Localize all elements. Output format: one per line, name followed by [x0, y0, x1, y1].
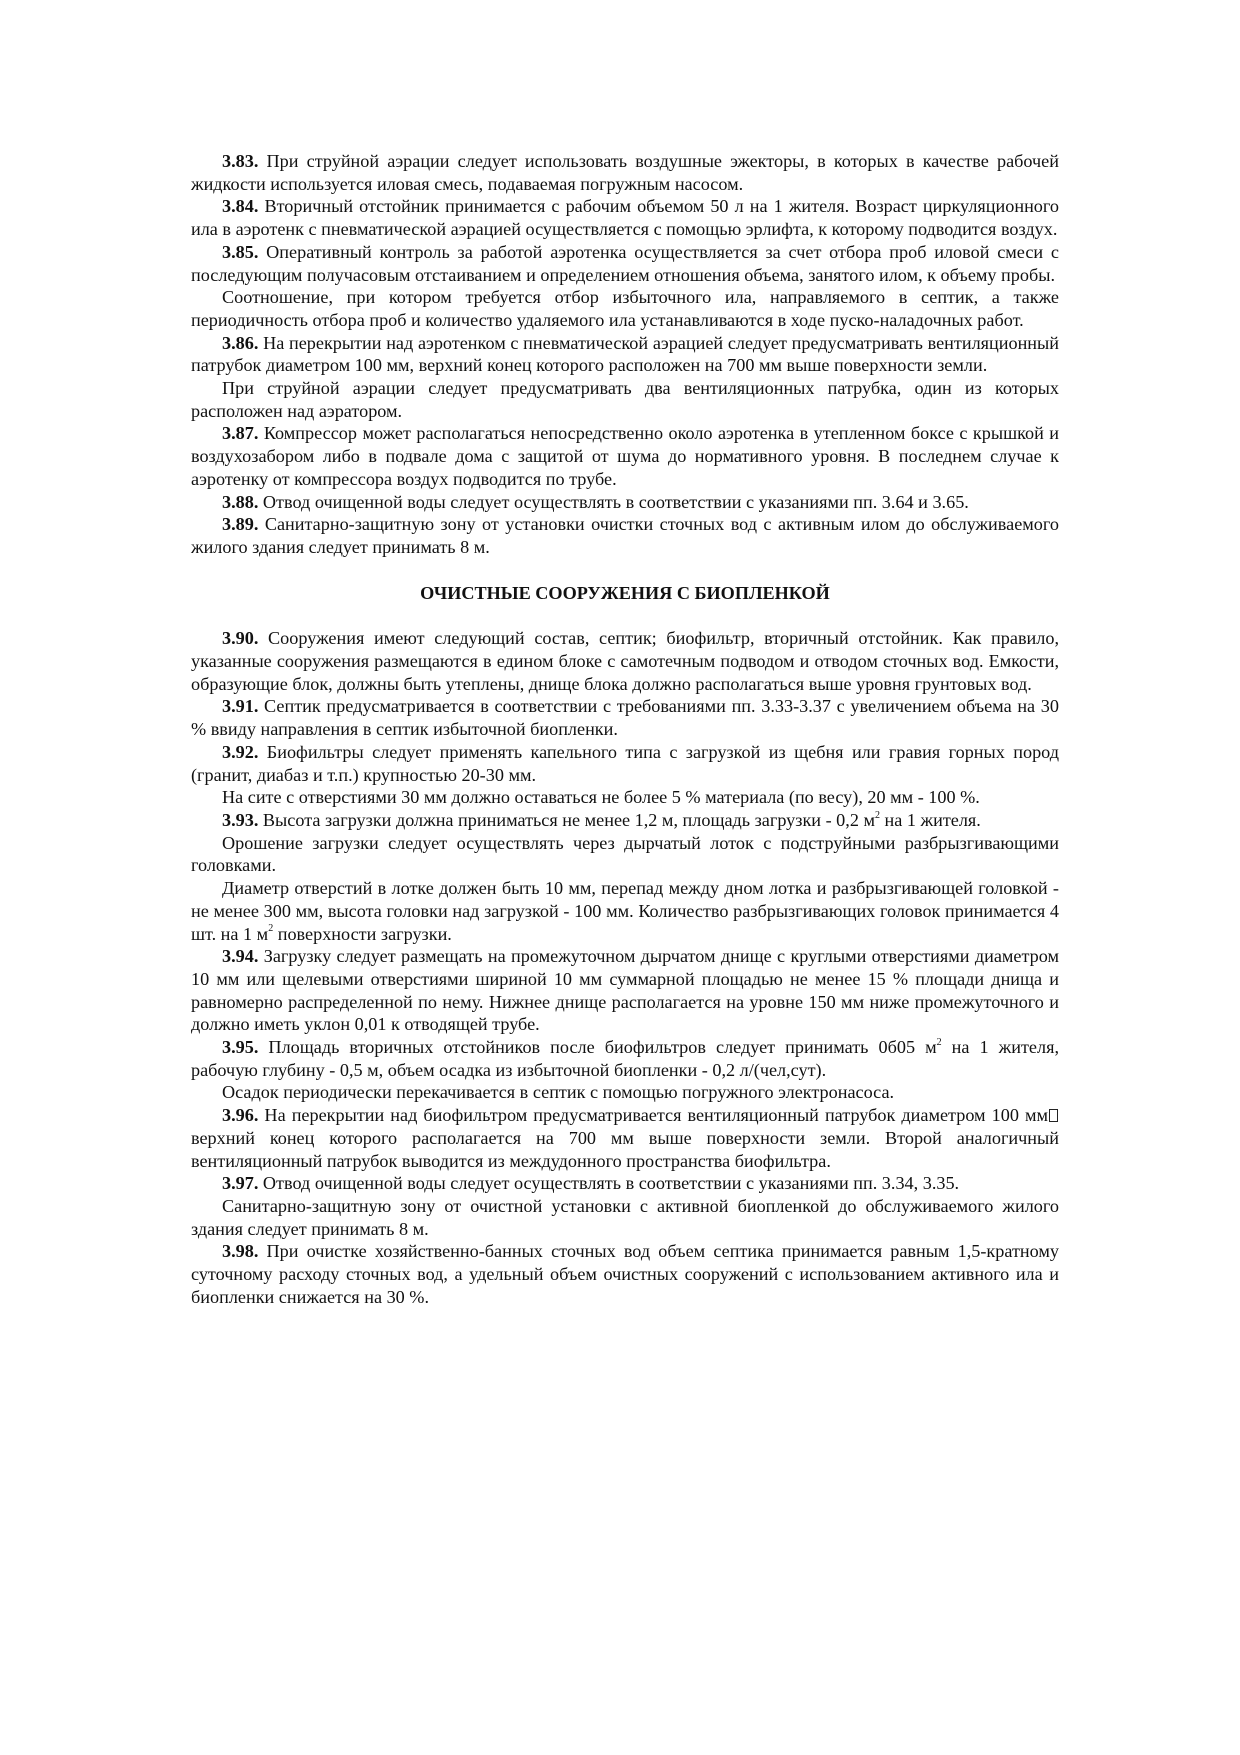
clause-number: 3.97. — [222, 1173, 259, 1194]
paragraph-3-92 — [191, 741, 1059, 786]
missing-glyph-box-icon — [1049, 1109, 1058, 1122]
paragraph-3-93 — [191, 809, 1059, 832]
paragraph-3-89 — [191, 513, 1059, 558]
clause-number: 3.98. — [222, 1241, 259, 1262]
clause-number: 3.83. — [222, 151, 259, 171]
clause-number: 3.85. — [222, 241, 259, 262]
paragraph-text: Отвод очищенной воды следует осуществлять в соответствии с указаниями пп. 3.34, 3.35. — [258, 1173, 960, 1194]
clause-number: 3.94. — [222, 946, 259, 967]
superscript: 2 — [936, 1036, 942, 1048]
clause-number: 3.88. — [222, 491, 259, 512]
paragraph-text: На перекрытии над биофильтром предусматривается вентиляционный патрубок диаметром 100 мм — [258, 1105, 1048, 1126]
paragraph-text: на 1 жителя. — [879, 809, 981, 830]
paragraph-text: Биофильтры следует применять капельного типа с загрузкой из щебня или гравия горных пород (гранит, диабаз и т.п.) крупностью 20-30 мм. — [191, 741, 1059, 785]
section-heading: ОЧИСТНЫЕ СООРУЖЕНИЯ С БИОПЛЕНКОЙ — [420, 582, 830, 603]
paragraph-text: Компрессор может располагаться непосредственно около аэротенка в утепленном боксе с крышкой и воздухозабором либо в подвале дома с защитой от шума до нормативного уровня. В последнем случае к аэротенку от компрессора воздух подводится по трубе. — [191, 423, 1059, 489]
clause-number: 3.87. — [222, 423, 259, 444]
paragraph-3-95-continued — [191, 1081, 1059, 1104]
paragraph-text: При очистке хозяйственно-банных сточных вод объем септика принимается равным 1,5-кратному суточному расходу сточных вод, а удельный объем очистных сооружений с использованием активного ила и биопленки снижается на 30 %. — [191, 1241, 1059, 1307]
paragraph-3-98 — [191, 1240, 1059, 1308]
paragraph-3-86 — [191, 332, 1059, 377]
clause-number: 3.86. — [222, 332, 259, 353]
clause-number: 3.90. — [222, 628, 259, 649]
paragraph-text: верхний конец которого располагается на 700 мм выше поверхности земли. Второй аналогичный вентиляционный патрубок выводится из междудонного пространства биофильтра. — [191, 1127, 1059, 1171]
paragraph-text: Отвод очищенной воды следует осуществлять в соответствии с указаниями пп. 3.64 и 3.65. — [258, 491, 969, 512]
paragraph-3-96 — [191, 1104, 1059, 1172]
clause-number: 3.89. — [222, 514, 259, 535]
clause-number: 3.92. — [222, 741, 259, 762]
paragraph-3-97 — [191, 1172, 1059, 1195]
paragraph-3-90 — [191, 627, 1059, 695]
paragraph-text: поверхности загрузки. — [273, 923, 452, 944]
paragraph-3-88 — [191, 491, 1059, 514]
paragraph-3-92-continued — [191, 786, 1059, 809]
document-page — [191, 150, 1059, 1308]
paragraph-3-86-continued — [191, 377, 1059, 422]
paragraph-text: На сите с отверстиями 30 мм должно оставаться не более 5 % материала (по весу), 20 мм - 100 %. — [222, 787, 980, 808]
paragraph-text: Загрузку следует размещать на промежуточном дырчатом днище с круглыми отверстиями диаметром 10 мм или щелевыми отверстиями шириной 10 мм суммарной площадью не менее 15 % площади днища и равномерно распределенной по нему. Нижнее днище располагается на уровне 150 мм ниже промежуточного и должно иметь уклон 0,01 к отводящей трубе. — [191, 946, 1059, 1035]
paragraph-text: на 1 жителя, рабочую глубину - 0,5 м, объем осадка из избыточной биопленки - 0,2 л/(чел,сут). — [191, 1037, 1059, 1080]
paragraph-3-84 — [191, 195, 1059, 240]
paragraph-3-93-continued-2 — [191, 877, 1059, 945]
paragraph-3-85 — [191, 241, 1059, 286]
superscript: 2 — [874, 809, 880, 821]
paragraph-text: Санитарно-защитную зону от очистной установки с активной биопленкой до обслуживаемого жилого здания следует принимать 8 м. — [191, 1195, 1059, 1239]
superscript: 2 — [268, 923, 274, 935]
paragraph-3-93-continued-1 — [191, 832, 1059, 877]
paragraph-3-91 — [191, 695, 1059, 740]
clause-number: 3.84. — [222, 196, 259, 217]
paragraph-3-83 — [191, 150, 1059, 195]
paragraph-text: При струйной аэрации следует предусматривать два вентиляционных патрубка, один из которых расположен над аэратором. — [191, 378, 1059, 421]
paragraph-text: Орошение загрузки следует осуществлять через дырчатый лоток с подструйными разбрызгивающими головками. — [191, 832, 1059, 876]
paragraph-3-87 — [191, 422, 1059, 490]
paragraph-3-94 — [191, 945, 1059, 1036]
paragraph-text: Площадь вторичных отстойников после биофильтров следует принимать 0б05 м — [258, 1037, 937, 1058]
paragraph-text: Осадок периодически перекачивается в септик с помощью погружного электронасоса. — [222, 1082, 895, 1103]
paragraph-text: Сооружения имеют следующий состав, септик; биофильтр, вторичный отстойник. Как правило, указанные сооружения размещаются в едином блоке с самотечным подводом и отводом сточных вод. Емкости, образующие блок, должны быть утеплены, днище блока должно располагаться выше уровня грунтовых вод. — [191, 628, 1059, 694]
clause-number: 3.93. — [222, 809, 259, 830]
paragraph-3-85-continued — [191, 286, 1059, 331]
paragraph-text: Соотношение, при котором требуется отбор избыточного ила, направляемого в септик, а также периодичность отбора проб и количество удаляемого ила устанавливаются в ходе пуско-наладочных работ. — [191, 287, 1059, 330]
paragraph-text: Высота загрузки должна приниматься не менее 1,2 м, площадь загрузки - 0,2 м — [258, 809, 875, 830]
paragraph-text: Септик предусматривается в соответствии с требованиями пп. 3.33-3.37 с увеличением объема на 30 % ввиду направления в септик избыточной биопленки. — [191, 696, 1059, 740]
paragraph-text: Диаметр отверстий в лотке должен быть 10 мм, перепад между дном лотка и разбрызгивающей головкой - не менее 300 мм, высота головки над загрузкой - 100 мм. Количество разбрызгивающих головок принимается 4 шт. на 1 м — [191, 878, 1059, 944]
paragraph-text: Оперативный контроль за работой аэротенка осуществляется за счет отбора проб иловой смеси с последующим получасовым отстаиванием и определением отношения объема, занятого илом, к объему пробы. — [191, 241, 1059, 285]
paragraph-text: При струйной аэрации следует использовать воздушные эжекторы, в которых в качестве рабочей жидкости используется иловая смесь, подаваемая погружным насосом. — [191, 151, 1059, 194]
clause-number: 3.91. — [222, 696, 259, 717]
paragraph-3-97-continued — [191, 1195, 1059, 1240]
paragraph-text: Санитарно-защитную зону от установки очистки сточных вод с активным илом до обслуживаемого жилого здания следует принимать 8 м. — [191, 514, 1059, 557]
clause-number: 3.95. — [222, 1037, 259, 1058]
paragraph-3-95 — [191, 1036, 1059, 1081]
clause-number: 3.96. — [222, 1105, 259, 1126]
paragraph-text: На перекрытии над аэротенком с пневматической аэрацией следует предусматривать вентиляционный патрубок диаметром 100 мм, верхний конец которого расположен на 700 мм выше поверхности земли. — [191, 332, 1059, 376]
paragraph-text: Вторичный отстойник принимается с рабочим объемом 50 л на 1 жителя. Возраст циркуляционного ила в аэротенк с пневматической аэрацией осуществляется с помощью эрлифта, к которому подводится воздух. — [191, 196, 1059, 240]
